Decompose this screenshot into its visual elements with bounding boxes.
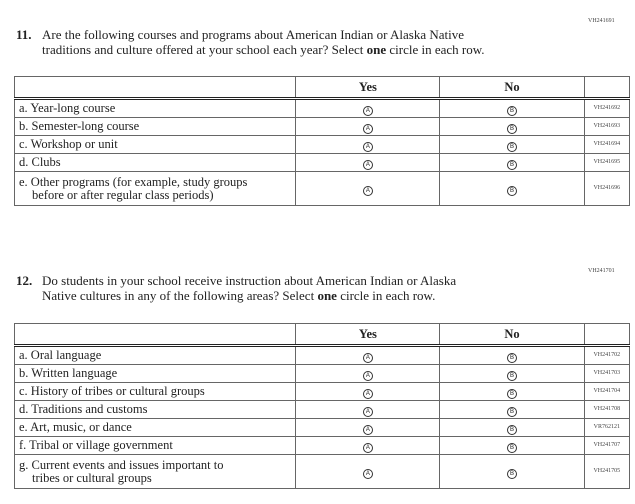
row-label bbox=[15, 154, 296, 172]
row-label-text: b. Written language bbox=[19, 366, 118, 380]
row-label bbox=[15, 118, 296, 136]
row-label bbox=[15, 437, 296, 455]
question-text-end: circle in each row. bbox=[386, 42, 485, 57]
row-label-text: b. Semester-long course bbox=[19, 119, 140, 133]
item-code: VH241693 bbox=[584, 118, 629, 136]
no-radio[interactable]: B bbox=[507, 124, 517, 134]
row-label bbox=[15, 455, 296, 489]
question-text-line2: traditions and culture offered at your school each year? Select bbox=[42, 42, 367, 57]
row-label bbox=[15, 346, 296, 365]
header-yes: Yes bbox=[296, 77, 440, 99]
table-row bbox=[15, 437, 630, 455]
table-row bbox=[15, 346, 630, 365]
header-blank bbox=[15, 77, 296, 99]
no-radio[interactable]: B bbox=[507, 106, 517, 116]
item-code: VH241695 bbox=[584, 154, 629, 172]
question-text-end: circle in each row. bbox=[336, 288, 436, 303]
row-label-text: c. History of tribes or cultural groups bbox=[19, 384, 205, 398]
item-code: VH241694 bbox=[584, 136, 629, 154]
yes-radio[interactable]: A bbox=[363, 160, 373, 170]
item-code: VH241705 bbox=[584, 455, 629, 489]
question-emphasis: one bbox=[317, 288, 337, 303]
item-code: VH241702 bbox=[584, 346, 629, 365]
item-code: VR762121 bbox=[584, 419, 629, 437]
item-code: VH241707 bbox=[584, 437, 629, 455]
yes-radio[interactable]: A bbox=[363, 353, 373, 363]
no-radio[interactable]: B bbox=[507, 371, 517, 381]
item-code: VH241703 bbox=[584, 365, 629, 383]
question-emphasis: one bbox=[366, 42, 387, 57]
question-code: VH241691 bbox=[588, 18, 615, 24]
yes-radio[interactable]: A bbox=[363, 407, 373, 417]
table-row bbox=[15, 365, 630, 383]
no-radio[interactable]: B bbox=[507, 425, 517, 435]
table-row bbox=[15, 455, 630, 489]
table-row bbox=[15, 419, 630, 437]
row-label bbox=[15, 99, 296, 118]
no-radio[interactable]: B bbox=[507, 443, 517, 453]
header-code bbox=[584, 324, 629, 346]
yes-radio[interactable]: A bbox=[363, 425, 373, 435]
item-code: VH241704 bbox=[584, 383, 629, 401]
question-12-text bbox=[16, 273, 556, 303]
yes-radio[interactable]: A bbox=[363, 142, 373, 152]
row-label bbox=[15, 419, 296, 437]
header-yes: Yes bbox=[296, 324, 440, 346]
question-code: VH241701 bbox=[588, 268, 615, 274]
header-no: No bbox=[440, 324, 584, 346]
row-label-text: f. Tribal or village government bbox=[19, 438, 173, 452]
row-label bbox=[15, 136, 296, 154]
item-code: VH241696 bbox=[584, 172, 629, 206]
no-radio[interactable]: B bbox=[507, 353, 517, 363]
item-code: VH241708 bbox=[584, 401, 629, 419]
row-label-text-cont: tribes or cultural groups bbox=[32, 470, 152, 485]
no-radio[interactable]: B bbox=[507, 160, 517, 170]
row-label bbox=[15, 401, 296, 419]
row-label-text: a. Oral language bbox=[19, 348, 102, 362]
row-label bbox=[15, 365, 296, 383]
yes-radio[interactable]: A bbox=[363, 371, 373, 381]
table-row bbox=[15, 118, 630, 136]
table-row bbox=[15, 172, 630, 206]
question-11-table bbox=[14, 76, 630, 206]
question-11-text bbox=[16, 27, 556, 57]
row-label-text: d. Traditions and customs bbox=[19, 402, 148, 416]
row-label-text: e. Other programs (for example, study groups bbox=[19, 174, 248, 189]
yes-radio[interactable]: A bbox=[363, 106, 373, 116]
yes-radio[interactable]: A bbox=[363, 124, 373, 134]
question-text-line1: Are the following courses and programs about American Indian or Alaska Native bbox=[42, 27, 465, 42]
table-row bbox=[15, 383, 630, 401]
question-text-line1: Do students in your school receive instruction about American Indian or Alaska bbox=[42, 273, 457, 288]
yes-radio[interactable]: A bbox=[363, 186, 373, 196]
table-row bbox=[15, 99, 630, 118]
question-12-table bbox=[14, 323, 630, 489]
yes-radio[interactable]: A bbox=[363, 443, 373, 453]
table-row bbox=[15, 154, 630, 172]
no-radio[interactable]: B bbox=[507, 389, 517, 399]
row-label-text: c. Workshop or unit bbox=[19, 137, 118, 151]
row-label-text-cont: before or after regular class periods) bbox=[32, 187, 214, 202]
no-radio[interactable]: B bbox=[507, 186, 517, 196]
no-radio[interactable]: B bbox=[507, 469, 517, 479]
row-label bbox=[15, 383, 296, 401]
question-text-line2: Native cultures in any of the following areas? Select bbox=[42, 288, 318, 303]
row-label-text: a. Year-long course bbox=[19, 101, 116, 115]
row-label bbox=[15, 172, 296, 206]
row-label-text: e. Art, music, or dance bbox=[19, 420, 132, 434]
question-number: 12. bbox=[16, 273, 33, 288]
yes-radio[interactable]: A bbox=[363, 389, 373, 399]
row-label-text: d. Clubs bbox=[19, 155, 61, 169]
table-row bbox=[15, 401, 630, 419]
row-label-text: g. Current events and issues important to bbox=[19, 457, 224, 472]
header-code bbox=[584, 77, 629, 99]
table-row bbox=[15, 136, 630, 154]
header-blank bbox=[15, 324, 296, 346]
yes-radio[interactable]: A bbox=[363, 469, 373, 479]
no-radio[interactable]: B bbox=[507, 407, 517, 417]
no-radio[interactable]: B bbox=[507, 142, 517, 152]
header-no: No bbox=[440, 77, 584, 99]
item-code: VH241692 bbox=[584, 99, 629, 118]
question-number: 11. bbox=[16, 27, 32, 42]
